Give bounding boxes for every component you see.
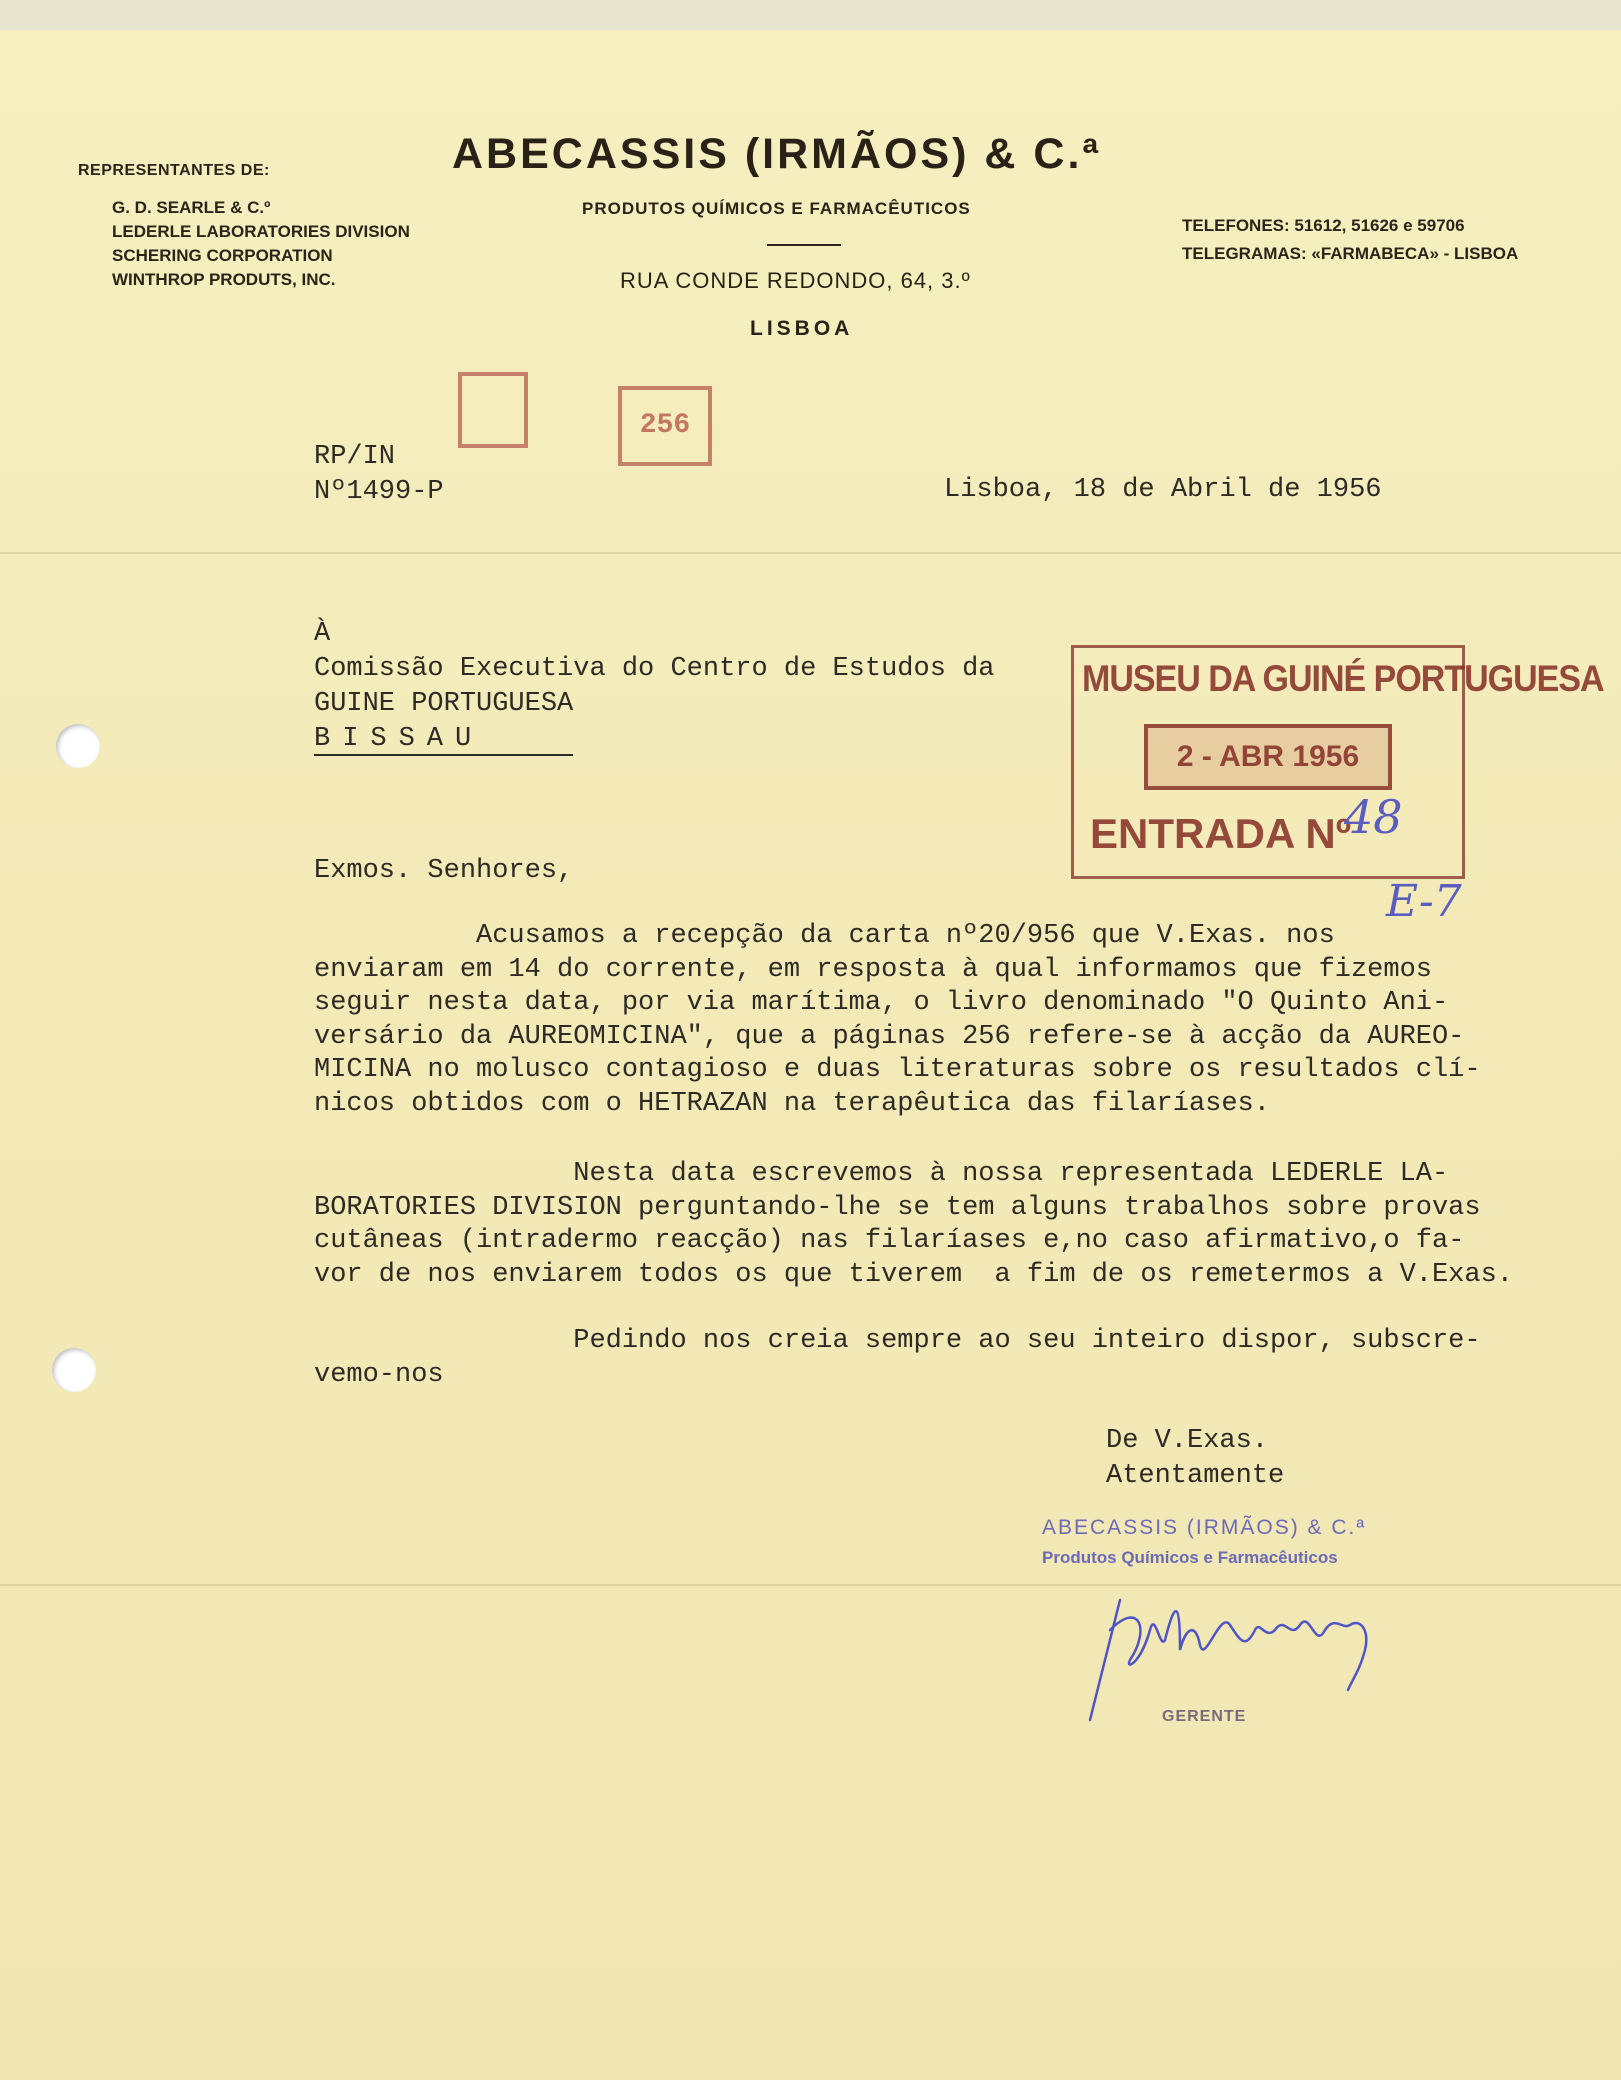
company-address: RUA CONDE REDONDO, 64, 3.º [620,268,971,293]
header-divider [767,244,841,246]
received-stamp [1071,645,1604,879]
salutation: Exmos. Senhores, [314,856,574,886]
company-city: LISBOA [750,317,854,340]
reference-number: Nº1499-P [314,477,444,507]
recipient-line: GUINE PORTUGUESA [314,689,574,719]
body-paragraph: Acusamos a recepção da carta nº20/956 que V.Exas. nos enviaram em 14 do corrente, em resposta à qual informamos que fizemos seguir nesta data, por via marítima, o livro denominado "O Quinto Ani- versário da AUREOMICINA", que a páginas 256 refere-se à acção da AUREO- MICINA no molusco contagioso e duas literaturas sobre os resultados clí- nicos obtidos com o HETRAZAN na terapêutica das filaríases. [314,921,1481,1119]
representatives-list [112,196,410,292]
representatives-heading: REPRESENTANTES DE: [78,162,270,179]
handwritten-signature-icon [1080,1570,1410,1730]
stamp-date: 2 - ABR 1956 [1144,724,1392,790]
handwritten-entry-number: 48 [1344,790,1403,844]
company-name: ABECASSIS (IRMÃOS) & C.ª [452,130,1102,178]
signature-stamp-company: ABECASSIS (IRMÃOS) & C.ª [1042,1516,1367,1539]
handwritten-note: E-7 [1386,876,1462,927]
recipient-prefix: À [314,619,331,649]
body-paragraph: Nesta data escrevemos à nossa representada LEDERLE LA- BORATORIES DIVISION perguntando-lhe se tem alguns trabalhos sobre provas cutâneas (intradermo reacção) nas filaríases e,no caso afirmativo,o fa- vor de nos enviarem todos os que tiverem a fim de os remetermos a V.Exas. [314,1159,1513,1290]
fold-line [0,552,1621,554]
reference-block [314,440,444,510]
body-paragraph: Pedindo nos creia sempre ao seu inteiro dispor, subscre- vemo-nos [314,1326,1481,1390]
faint-stamp-number: 256 [618,386,712,466]
closing-line: De V.Exas. [1106,1426,1269,1456]
representative-item: LEDERLE LABORATORIES DIVISION [112,222,410,241]
recipient-block [314,617,995,757]
representative-item: G. D. SEARLE & C.º [112,198,271,217]
signature-stamp-subtitle: Produtos Químicos e Farmacêuticos [1042,1548,1338,1567]
recipient-line: Comissão Executiva do Centro de Estudos da [314,654,995,684]
faint-stamp-mark [458,372,528,448]
closing-block [1106,1424,1284,1494]
signatory-role: GERENTE [1162,1708,1247,1725]
closing-line: Atentamente [1106,1461,1285,1491]
letter-date: Lisboa, 18 de Abril de 1956 [944,475,1382,505]
recipient-city: BISSAU [314,724,573,756]
company-subtitle: PRODUTOS QUÍMICOS E FARMACÊUTICOS [582,199,971,218]
representative-item: WINTHROP PRODUTS, INC. [112,270,336,289]
telegrams: TELEGRAMAS: «FARMABECA» - LISBOA [1182,244,1519,263]
phones: TELEFONES: 51612, 51626 e 59706 [1182,216,1465,235]
punch-hole [56,724,100,768]
punch-hole [52,1348,96,1392]
stamp-entrada-label: ENTRADA Nº [1090,810,1352,857]
stamp-title: MUSEU DA GUINÉ PORTUGUESA [1082,658,1604,700]
representative-item: SCHERING CORPORATION [112,246,333,265]
contact-info [1182,212,1518,268]
reference-line: RP/IN [314,442,396,472]
